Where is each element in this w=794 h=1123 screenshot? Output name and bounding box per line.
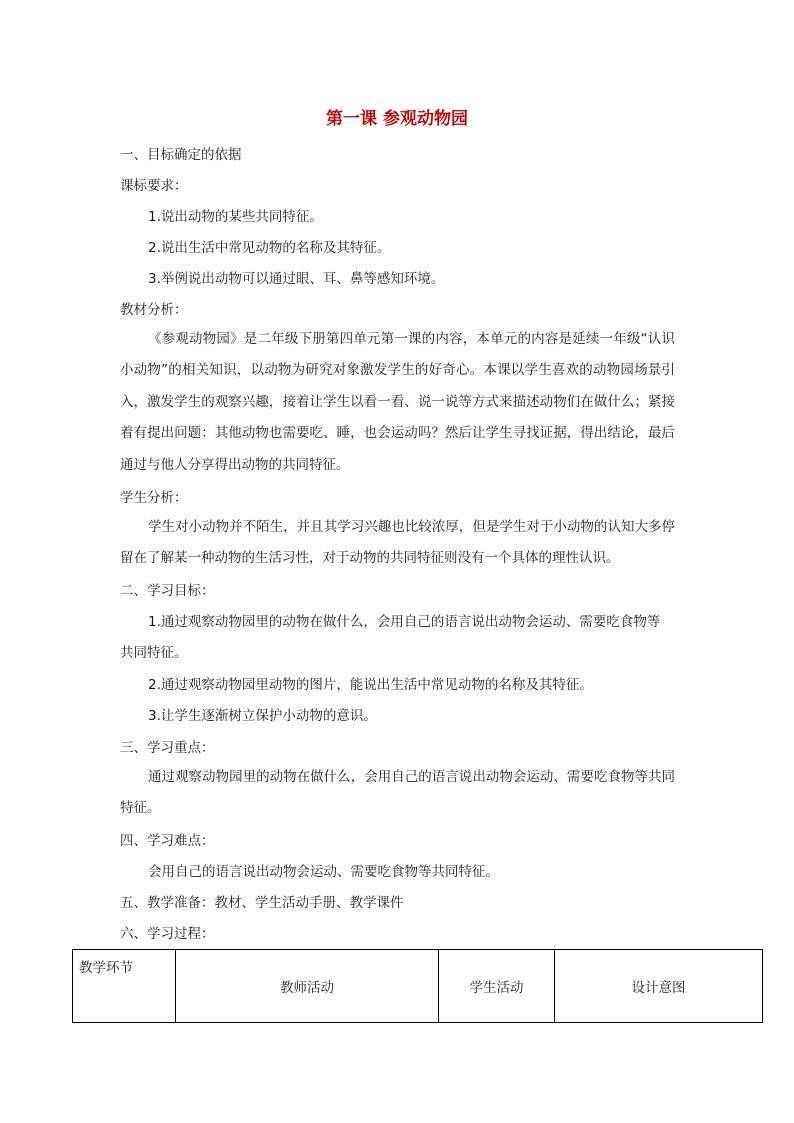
header-teacher-activity: 教师活动 [176, 950, 439, 1023]
header-teaching-stage: 教学环节 [73, 950, 176, 1023]
key-points-paragraph: 通过观察动物园里的动物在做什么，会用自己的语言说出动物会运动、需要吃食物等共同特征。 [120, 769, 675, 817]
section-1-heading: 一、目标确定的依据 [120, 147, 242, 163]
section-5-heading: 五、教学准备：教材、学生活动手册、教学课件 [120, 895, 404, 911]
header-design-intent: 设计意图 [555, 950, 763, 1023]
process-table [72, 949, 763, 1023]
student-paragraph: 学生对小动物并不陌生，并且其学习兴趣也比较浓厚，但是学生对于小动物的认知大多停留在了解某一种动物的生活习性，对于动物的共同特征则没有一个具体的理性认识。 [120, 519, 675, 567]
textbook-paragraph: 《参观动物园》是二年级下册第四单元第一课的内容，本单元的内容是延续一年级“认识小动物”的相关知识，以动物为研究对象激发学生的好奇心。本课以学生喜欢的动物园场景引入，激发学生的观察兴趣，接着让学生以看一看、说一说等方式来描述动物们在做什么；紧接着有提出问题：其他动物也需要吃、睡，也会运动吗？然后让学生寻找证据，得出结论，最后通过与他人分享得出动物的共同特征。 [120, 331, 675, 473]
student-label: 学生分析： [120, 490, 188, 506]
objective-3: 3.让学生逐渐树立保护小动物的意识。 [148, 708, 377, 724]
objective-2: 2.通过观察动物园里动物的图片，能说出生活中常见动物的名称及其特征。 [148, 677, 593, 693]
header-student-activity: 学生活动 [439, 950, 555, 1023]
section-3-heading: 三、学习重点： [120, 740, 215, 756]
page-title: 第一课 参观动物园 [326, 109, 468, 129]
section-4-heading: 四、学习难点： [120, 833, 215, 849]
objective-1-line-2: 共同特征。 [120, 645, 188, 661]
standard-item-2: 2.说出生活中常见动物的名称及其特征。 [148, 240, 391, 256]
objective-1-line-1: 1.通过观察动物园里的动物在做什么，会用自己的语言说出动物会运动、需要吃食物等 [148, 614, 661, 630]
textbook-label: 教材分析： [120, 302, 188, 318]
section-6-heading: 六、学习过程： [120, 926, 215, 942]
standard-item-3: 3.举例说出动物可以通过眼、耳、鼻等感知环境。 [148, 271, 445, 287]
standard-label: 课标要求： [120, 178, 188, 194]
table-header-row [73, 950, 763, 1023]
section-2-heading: 二、学习目标： [120, 583, 215, 599]
standard-item-1: 1.说出动物的某些共同特征。 [148, 209, 323, 225]
difficulty-text: 会用自己的语言说出动物会运动、需要吃食物等共同特征。 [148, 864, 499, 880]
